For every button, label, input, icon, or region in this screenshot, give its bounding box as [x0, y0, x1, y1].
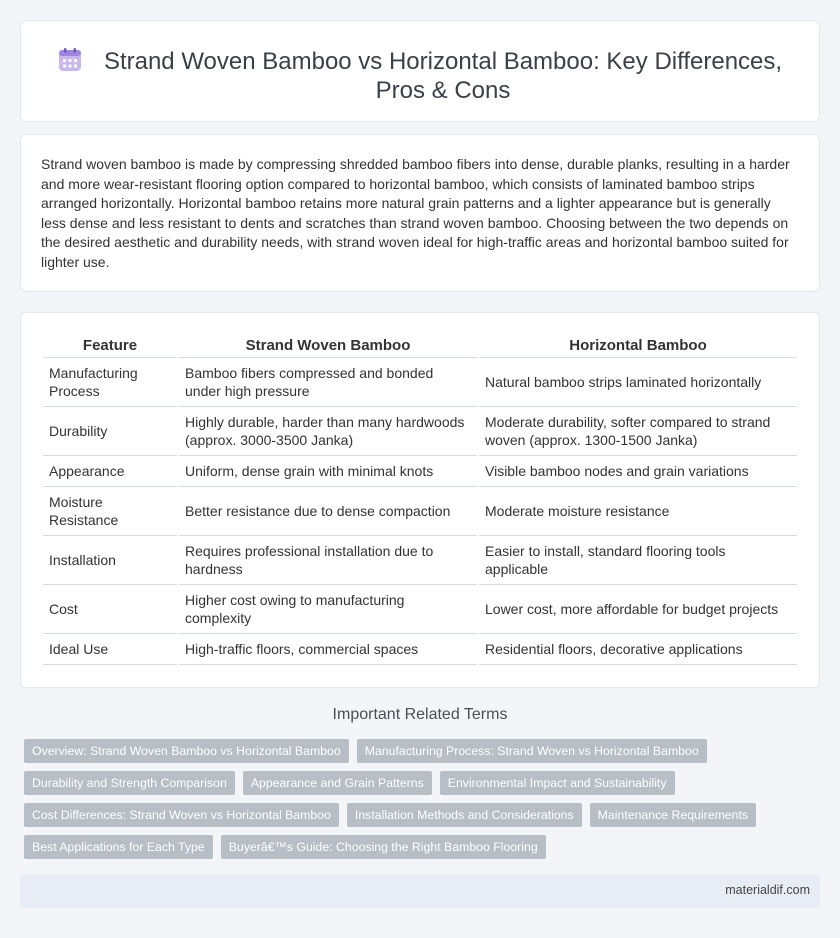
strand-cell: Requires professional installation due to hardness: [179, 536, 477, 585]
calendar-grid-icon: [57, 47, 83, 73]
header-card: [20, 20, 820, 122]
column-header-feature: Feature: [43, 335, 177, 358]
horizontal-cell: Easier to install, standard flooring tools applicable: [479, 536, 797, 585]
table-row: [43, 487, 797, 536]
footer-site-name: materialdif.com: [725, 883, 810, 897]
intro-paragraph: Strand woven bamboo is made by compressing shredded bamboo fibers into dense, durable planks, resulting in a harder and more wear-resistant flooring option compared to horizontal bamboo, which consists of laminated bamboo strips arranged horizontally. Horizontal bamboo retains more natural grain patterns and a lighter appearance but is generally less dense and less resistant to dents and scratches than strand woven bamboo. Choosing between the two depends on the desired aesthetic and durability needs, with strand woven ideal for high-traffic areas and horizontal bamboo suited for lighter use.: [41, 156, 790, 270]
related-term-link[interactable]: Buyerâ€™s Guide: Choosing the Right Bamboo Flooring: [221, 835, 546, 859]
strand-cell: Highly durable, harder than many hardwoods (approx. 3000-3500 Janka): [179, 407, 477, 456]
feature-cell: Manufacturing Process: [43, 358, 177, 407]
table-row: [43, 456, 797, 487]
table-row: [43, 585, 797, 634]
feature-cell: Installation: [43, 536, 177, 585]
related-term-link[interactable]: Durability and Strength Comparison: [24, 771, 235, 795]
comparison-table: [41, 335, 799, 665]
related-term-link[interactable]: Overview: Strand Woven Bamboo vs Horizontal Bamboo: [24, 739, 349, 763]
strand-cell: High-traffic floors, commercial spaces: [179, 634, 477, 665]
feature-cell: Cost: [43, 585, 177, 634]
related-terms-title: Important Related Terms: [332, 706, 508, 723]
strand-cell: Uniform, dense grain with minimal knots: [179, 456, 477, 487]
table-row: [43, 407, 797, 456]
footer-bar: [20, 874, 820, 908]
related-term-link[interactable]: Environmental Impact and Sustainability: [440, 771, 675, 795]
related-term-link[interactable]: Maintenance Requirements: [590, 803, 756, 827]
related-term-link[interactable]: Cost Differences: Strand Woven vs Horizontal Bamboo: [24, 803, 339, 827]
table-row: [43, 358, 797, 407]
horizontal-cell: Moderate durability, softer compared to strand woven (approx. 1300-1500 Janka): [479, 407, 797, 456]
horizontal-cell: Visible bamboo nodes and grain variations: [479, 456, 797, 487]
page-title: Strand Woven Bamboo vs Horizontal Bamboo: Key Differences, Pros & Cons: [103, 48, 783, 104]
table-row: [43, 536, 797, 585]
table-row: [43, 634, 797, 665]
related-term-link[interactable]: Appearance and Grain Patterns: [243, 771, 432, 795]
intro-card: [20, 134, 820, 292]
feature-cell: Durability: [43, 407, 177, 456]
column-header-strand-woven: Strand Woven Bamboo: [179, 335, 477, 358]
feature-cell: Moisture Resistance: [43, 487, 177, 536]
strand-cell: Higher cost owing to manufacturing complexity: [179, 585, 477, 634]
feature-cell: Ideal Use: [43, 634, 177, 665]
horizontal-cell: Natural bamboo strips laminated horizontally: [479, 358, 797, 407]
horizontal-cell: Lower cost, more affordable for budget projects: [479, 585, 797, 634]
related-terms-list: [24, 739, 816, 859]
horizontal-cell: Residential floors, decorative applications: [479, 634, 797, 665]
related-term-link[interactable]: Manufacturing Process: Strand Woven vs Horizontal Bamboo: [357, 739, 707, 763]
related-term-link[interactable]: Installation Methods and Considerations: [347, 803, 582, 827]
comparison-card: [20, 312, 820, 688]
strand-cell: Bamboo fibers compressed and bonded under high pressure: [179, 358, 477, 407]
horizontal-cell: Moderate moisture resistance: [479, 487, 797, 536]
strand-cell: Better resistance due to dense compaction: [179, 487, 477, 536]
related-term-link[interactable]: Best Applications for Each Type: [24, 835, 213, 859]
table-header-row: [43, 335, 797, 358]
feature-cell: Appearance: [43, 456, 177, 487]
column-header-horizontal: Horizontal Bamboo: [479, 335, 797, 358]
